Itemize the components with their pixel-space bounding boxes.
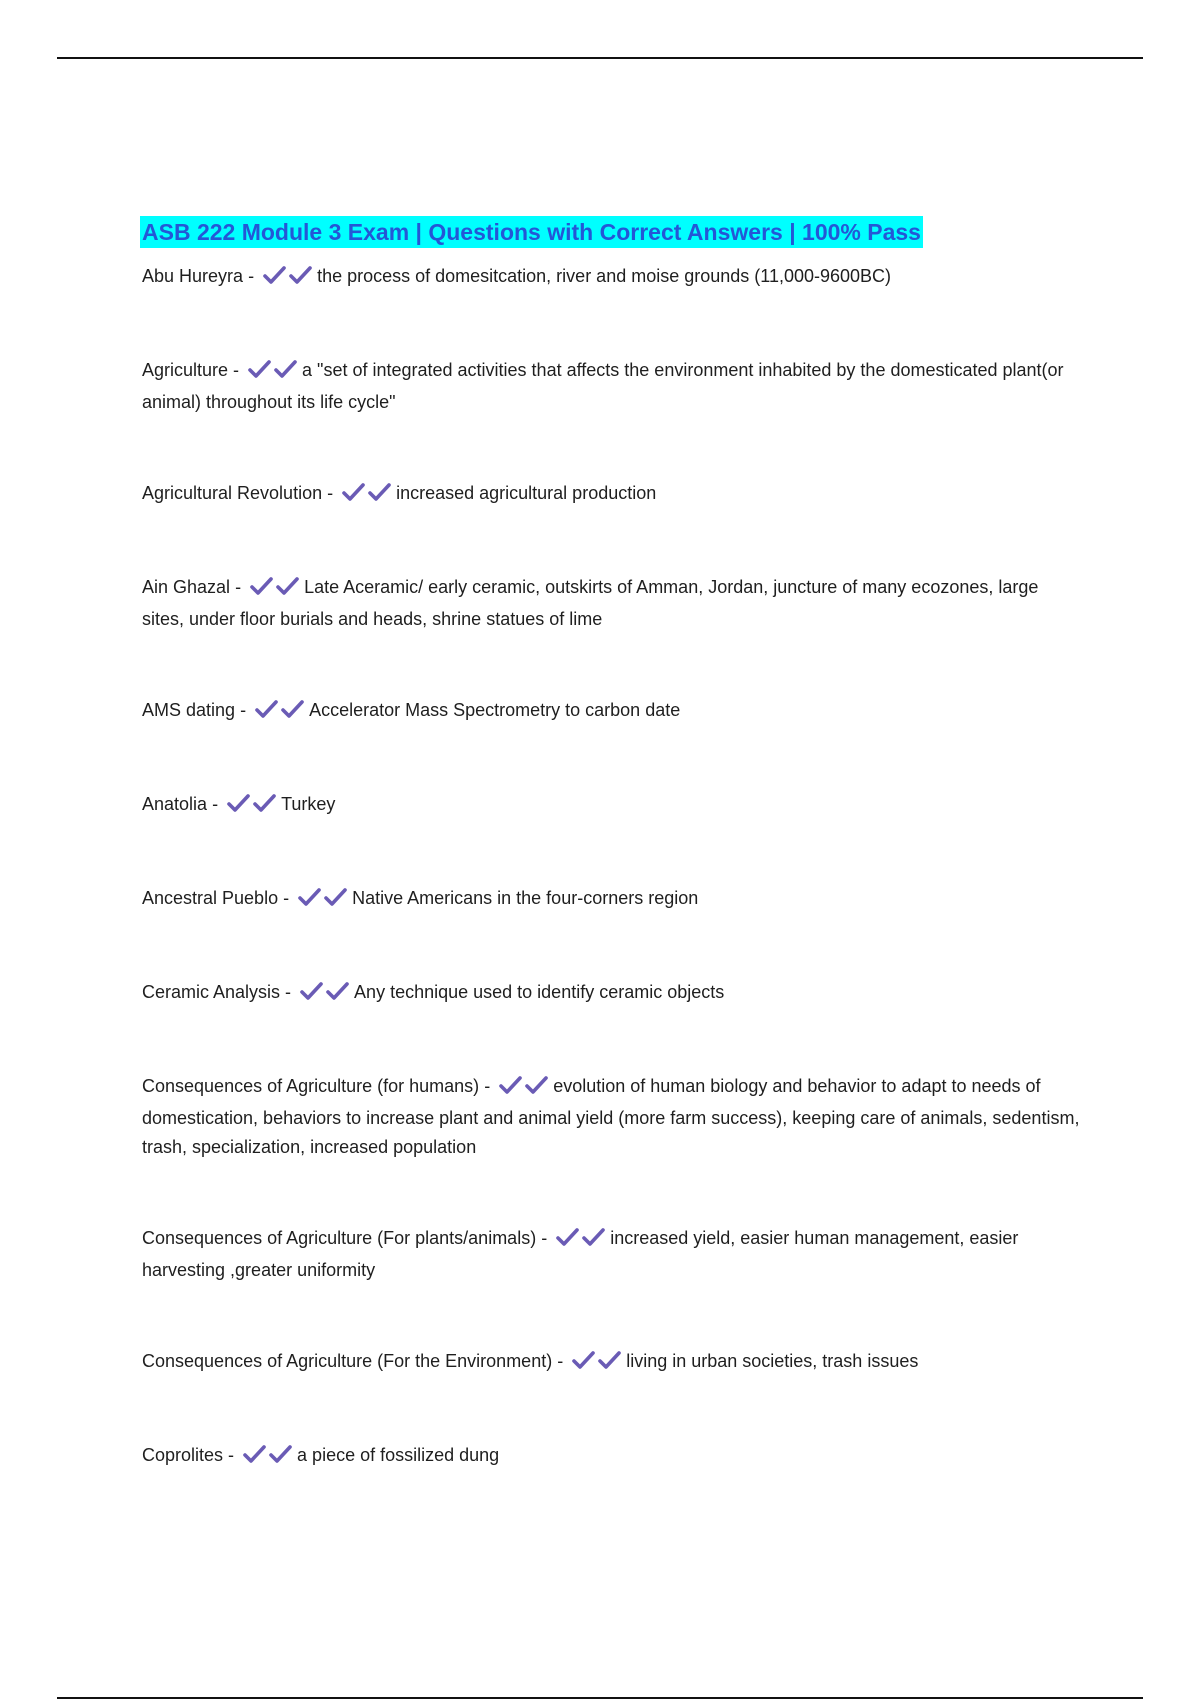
term-separator: - xyxy=(536,1228,553,1248)
answer-marker xyxy=(300,981,352,1010)
checkmark-icon xyxy=(248,359,274,379)
term-separator: - xyxy=(479,1076,496,1096)
answer-marker xyxy=(342,482,394,511)
answer-marker xyxy=(250,576,302,605)
term-definition: Any technique used to identify ceramic objects xyxy=(354,982,725,1002)
term-label: Agriculture xyxy=(142,360,229,380)
term-entry xyxy=(142,978,1082,1010)
checkmark-icon xyxy=(326,981,352,1001)
term-definition: Late Aceramic/ early ceramic, outskirts of Amman, Jordan, juncture of many ecozones, large sites, under floor burials and heads, shrine statues of lime xyxy=(142,577,1039,629)
checkmark-icon xyxy=(243,1444,269,1464)
term-separator: - xyxy=(223,1445,240,1465)
term-label: Consequences of Agriculture (For plants/animals) xyxy=(142,1228,537,1248)
checkmark-icon xyxy=(250,576,276,596)
term-separator: - xyxy=(235,700,252,720)
term-separator: - xyxy=(322,483,339,503)
term-separator: - xyxy=(278,888,295,908)
checkmark-icon xyxy=(227,793,253,813)
checkmark-icon xyxy=(572,1350,598,1370)
checkmark-icon xyxy=(263,265,289,285)
term-definition: a "set of integrated activities that affects the environment inhabited by the domesticated plant(or animal) throughout its life cycle" xyxy=(142,360,1064,412)
checkmark-icon xyxy=(274,359,300,379)
answer-marker xyxy=(263,265,315,294)
bottom-rule xyxy=(57,1697,1143,1699)
answer-marker xyxy=(255,699,307,728)
term-separator: - xyxy=(280,982,297,1002)
term-definition: Accelerator Mass Spectrometry to carbon date xyxy=(309,700,681,720)
term-entry xyxy=(142,1347,1082,1379)
document-body xyxy=(142,216,1082,1535)
term-label: Consequences of Agriculture (For the Environment) xyxy=(142,1351,553,1371)
term-definition: the process of domesitcation, river and moise grounds (11,000-9600BC) xyxy=(317,266,892,286)
checkmark-icon xyxy=(342,482,368,502)
term-label: Coprolites xyxy=(142,1445,224,1465)
term-label: Anatolia xyxy=(142,794,208,814)
checkmark-icon xyxy=(269,1444,295,1464)
term-definition: Native Americans in the four-corners region xyxy=(352,888,699,908)
term-entry xyxy=(142,1072,1082,1162)
term-label: Ancestral Pueblo xyxy=(142,888,279,908)
document-title: ASB 222 Module 3 Exam | Questions with Correct Answers | 100% Pass xyxy=(140,216,923,248)
term-definition: Turkey xyxy=(281,794,336,814)
answer-marker xyxy=(572,1350,624,1379)
checkmark-icon xyxy=(582,1227,608,1247)
term-separator: - xyxy=(552,1351,569,1371)
term-separator: - xyxy=(230,577,247,597)
checkmark-icon xyxy=(499,1075,525,1095)
checkmark-icon xyxy=(300,981,326,1001)
checkmark-icon xyxy=(253,793,279,813)
answer-marker xyxy=(556,1227,608,1256)
term-entry xyxy=(142,262,1082,294)
top-rule xyxy=(57,57,1143,59)
checkmark-icon xyxy=(598,1350,624,1370)
answer-marker xyxy=(298,887,350,916)
term-entry xyxy=(142,356,1082,417)
term-entry xyxy=(142,1441,1082,1473)
checkmark-icon xyxy=(289,265,315,285)
term-entry xyxy=(142,696,1082,728)
checkmark-icon xyxy=(556,1227,582,1247)
term-label: Ain Ghazal xyxy=(142,577,231,597)
term-label: Abu Hureyra xyxy=(142,266,244,286)
term-definition: a piece of fossilized dung xyxy=(297,1445,500,1465)
term-separator: - xyxy=(228,360,245,380)
term-entry xyxy=(142,790,1082,822)
term-definition: living in urban societies, trash issues xyxy=(626,1351,919,1371)
term-label: Consequences of Agriculture (for humans) xyxy=(142,1076,480,1096)
term-separator: - xyxy=(243,266,260,286)
term-entry xyxy=(142,479,1082,511)
checkmark-icon xyxy=(281,699,307,719)
checkmark-icon xyxy=(276,576,302,596)
checkmark-icon xyxy=(368,482,394,502)
term-list xyxy=(142,262,1082,1473)
answer-marker xyxy=(248,359,300,388)
checkmark-icon xyxy=(525,1075,551,1095)
term-entry xyxy=(142,884,1082,916)
term-label: Ceramic Analysis xyxy=(142,982,281,1002)
term-definition: increased agricultural production xyxy=(396,483,657,503)
checkmark-icon xyxy=(298,887,324,907)
term-entry xyxy=(142,573,1082,634)
term-definition: increased yield, easier human management, easier harvesting ,greater uniformity xyxy=(142,1228,1019,1280)
answer-marker xyxy=(227,793,279,822)
term-label: AMS dating xyxy=(142,700,236,720)
term-definition: evolution of human biology and behavior to adapt to needs of domestication, behaviors to increase plant and animal yield (more farm success), keeping care of animals, sedentism, trash, specialization, increased population xyxy=(142,1076,1080,1157)
answer-marker xyxy=(243,1444,295,1473)
checkmark-icon xyxy=(255,699,281,719)
answer-marker xyxy=(499,1075,551,1104)
term-entry xyxy=(142,1224,1082,1285)
term-label: Agricultural Revolution xyxy=(142,483,323,503)
term-separator: - xyxy=(207,794,224,814)
checkmark-icon xyxy=(324,887,350,907)
